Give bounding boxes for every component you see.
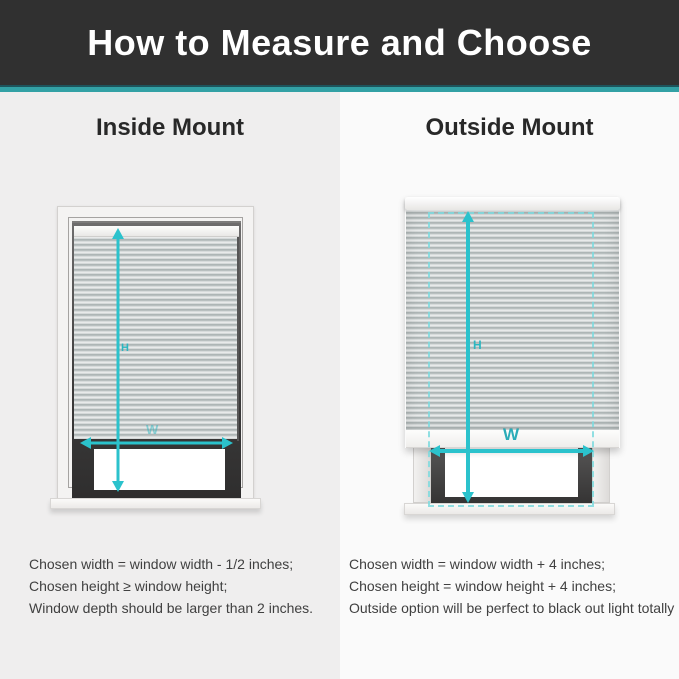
width-measure-arrow <box>80 435 233 450</box>
inside-mount-notes <box>29 553 313 619</box>
outside-mount-notes <box>349 553 674 619</box>
height-label: H <box>121 342 129 354</box>
width-label: W <box>146 422 159 437</box>
inside-window-frame <box>57 206 254 499</box>
shade-pleats <box>74 237 239 439</box>
arrow-right-icon <box>583 445 594 457</box>
height-label: H <box>473 338 482 352</box>
inside-mount-panel <box>0 92 340 679</box>
note-line: Chosen height ≥ window height; <box>29 578 228 594</box>
arrow-down-icon <box>462 492 474 503</box>
inside-mount-heading: Inside Mount <box>96 114 244 141</box>
header-bar <box>0 0 679 85</box>
outside-window-jamb-right <box>592 441 610 503</box>
note-line: Chosen width = window width + 4 inches; <box>349 556 606 572</box>
note-line: Window depth should be larger than 2 inches. <box>29 600 314 616</box>
width-label: W <box>503 425 520 444</box>
shade-edge-shadow <box>237 237 239 441</box>
page-title: How to Measure and Choose <box>87 22 592 63</box>
note-line: Outside option will be perfect to black out light totally <box>349 600 675 616</box>
arrow-right-icon <box>222 437 233 449</box>
note-line: Chosen width = window width - 1/2 inches; <box>29 556 294 572</box>
shade-head-rail <box>405 197 620 210</box>
width-measure-arrow <box>429 443 594 459</box>
outside-mount-panel <box>340 92 679 679</box>
inside-cellular-shade <box>74 226 239 441</box>
shade-head-rail <box>74 226 239 237</box>
outside-mount-heading: Outside Mount <box>425 114 594 141</box>
accent-divider <box>0 85 679 92</box>
height-measure-arrow <box>110 228 125 492</box>
arrow-down-icon <box>112 481 124 492</box>
inside-window-opening <box>72 221 241 498</box>
height-measure-arrow <box>460 211 476 503</box>
note-line: Chosen height = window height + 4 inches; <box>349 578 616 594</box>
window-outline-guide <box>428 212 594 507</box>
inside-window-sill <box>50 498 261 509</box>
